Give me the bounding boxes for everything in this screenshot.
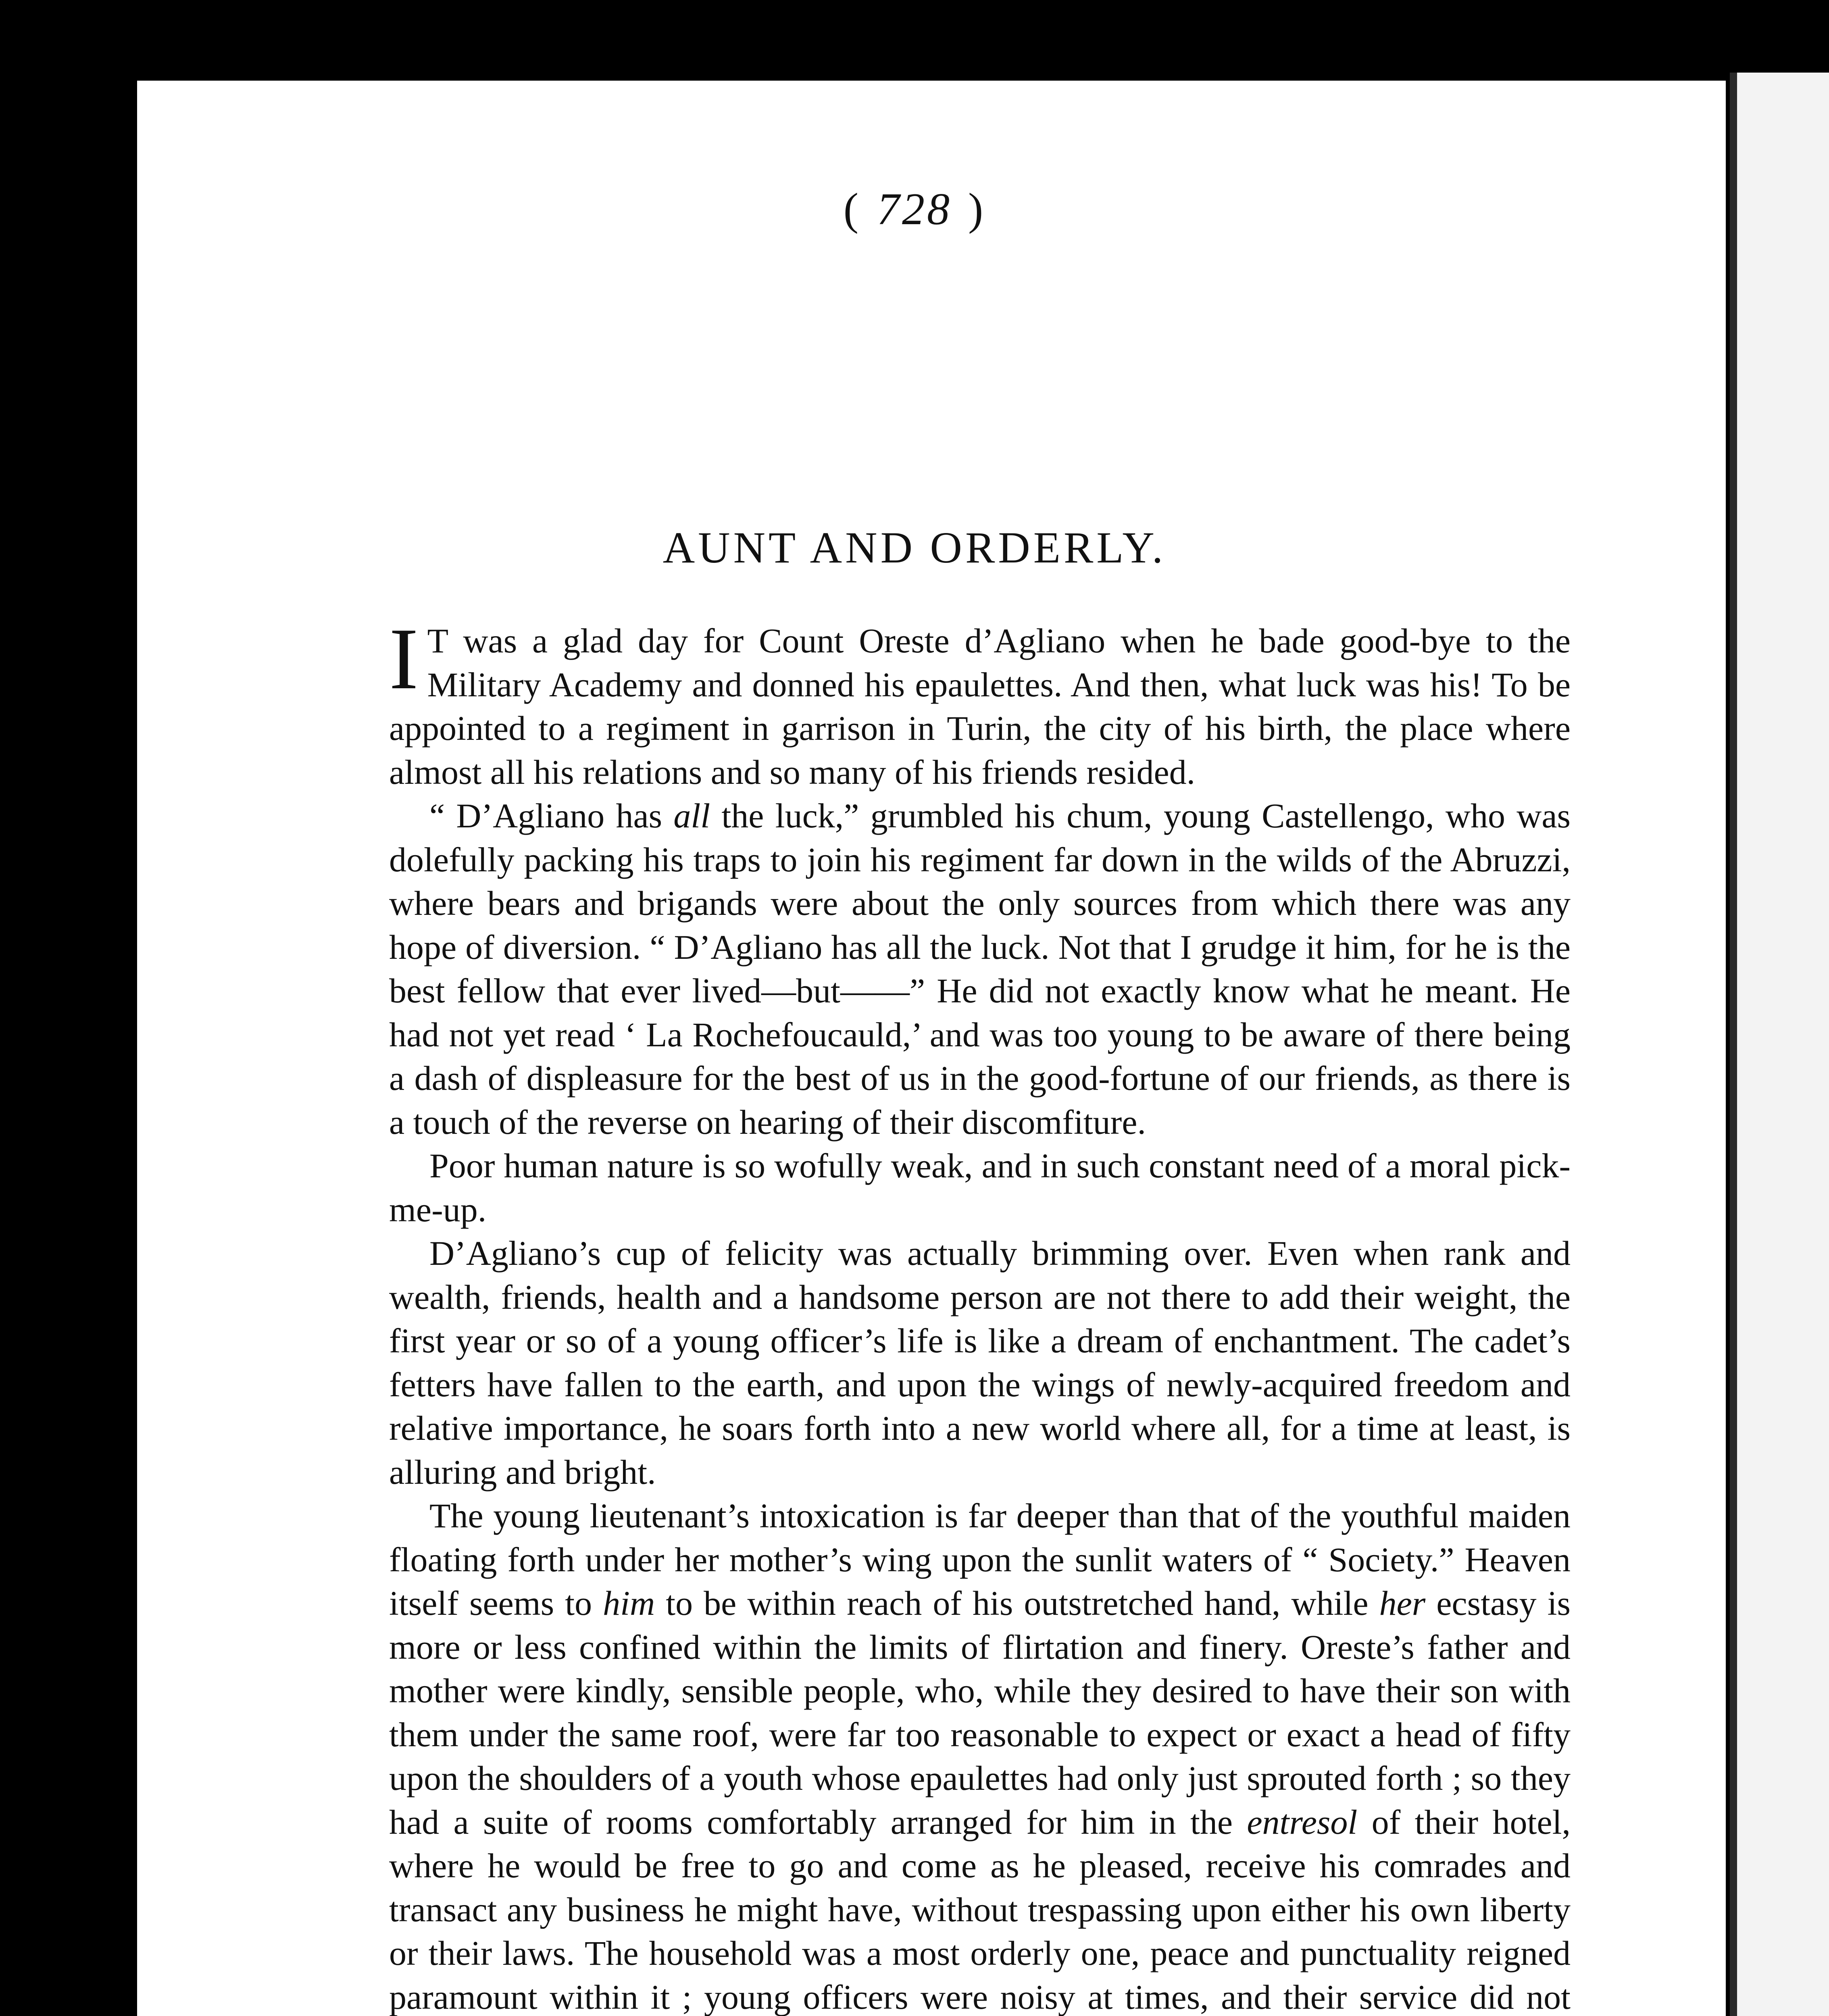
paragraph-1-text: T was a glad day for Count Oreste d’Agliano when he bade good-bye to the Military Academy and donned his epaulettes. And then, what luck was his! To be appointed to a regiment in garrison in Turin, the city of his birth, the place where almost all his relations and so many of his friends resided. xyxy=(389,621,1571,791)
paragraph-5-text-c: ecstasy is more or less confined within the limits of flirtation and finery. Oreste’s father and mother were kindly, sensible people, who, while they desired to have their son with them under the same roof, were far too reasonable to expect or exact a head of fifty upon the shoulders of a youth whose epaulettes had only just sprouted forth ; so they had a suite of rooms comfortably arranged for him in the xyxy=(389,1584,1571,1841)
paragraph-2 xyxy=(389,794,1571,1144)
page-number-close-paren: ) xyxy=(968,184,986,234)
paragraph-5-emphasis-entresol: entresol xyxy=(1247,1802,1358,1841)
paragraph-2-emphasis: all xyxy=(673,796,710,835)
paragraph-2-text-b: the luck,” grumbled his chum, young Castellengo, who was dolefully packing his traps to join his regiment far down in the wilds of the Abruzzi, where bears and brigands were about the only sources from which there was any hope of diversion. “ D’Agliano has all the luck. Not that I grudge it him, for he is the best fellow that ever lived—but——” He did not exactly know what he meant. He had not yet read ‘ La Rochefoucauld,’ and was too young to be aware of there being a dash of displeasure for the best of us in the good-fortune of our friends, as there is a touch of the reverse on hearing of their discomfiture. xyxy=(389,796,1571,1141)
paragraph-5-emphasis-her: her xyxy=(1379,1584,1426,1622)
paragraph-2-text-a: “ D’Agliano has xyxy=(429,796,674,835)
page-number-value: 728 xyxy=(877,184,952,234)
article-body xyxy=(389,610,1571,2016)
paragraph-4: D’Agliano’s cup of felicity was actually brimming over. Even when rank and wealth, friends, health and a handsome person are not there to add their weight, the first year or so of a young officer’s life is like a dream of enchantment. The cadet’s fetters have fallen to the earth, and upon the wings of newly-acquired freedom and relative importance, he soars forth into a new world where all, for a time at least, is alluring and bright. xyxy=(389,1234,1571,1491)
article-title: AUNT AND ORDERLY. xyxy=(662,523,1167,572)
drop-cap: I xyxy=(389,610,419,708)
paragraph-1 xyxy=(389,610,1571,794)
page-number-open-paren: ( xyxy=(843,184,861,234)
paragraph-5-text-d: of their hotel, where he would be free to go and come as he pleased, receive his comrades and transact any business he might have, without trespassing upon either his own liberty or their laws. The household was a most orderly one, peace and punctuality reigned paramount within it ; young officers were noisy at times, and their service did not xyxy=(389,1802,1571,2016)
paragraph-5-emphasis-him: him xyxy=(603,1584,655,1622)
page-number xyxy=(0,183,1829,235)
paragraph-5-text-a: The young lieutenant’s intoxication is far deeper than that of the youthful maiden floating forth under her mother’s wing upon the sunlit waters of “ Society.” Heaven itself seems to xyxy=(389,1496,1571,1622)
adjacent-page-edge xyxy=(1730,73,1829,2016)
paragraph-3: Poor human nature is so wofully weak, and in such constant need of a moral pick-me-up. xyxy=(389,1146,1571,1229)
paragraph-5 xyxy=(389,1494,1571,2016)
paragraph-5-text-b: to be within reach of his outstretched hand, while xyxy=(655,1584,1379,1622)
